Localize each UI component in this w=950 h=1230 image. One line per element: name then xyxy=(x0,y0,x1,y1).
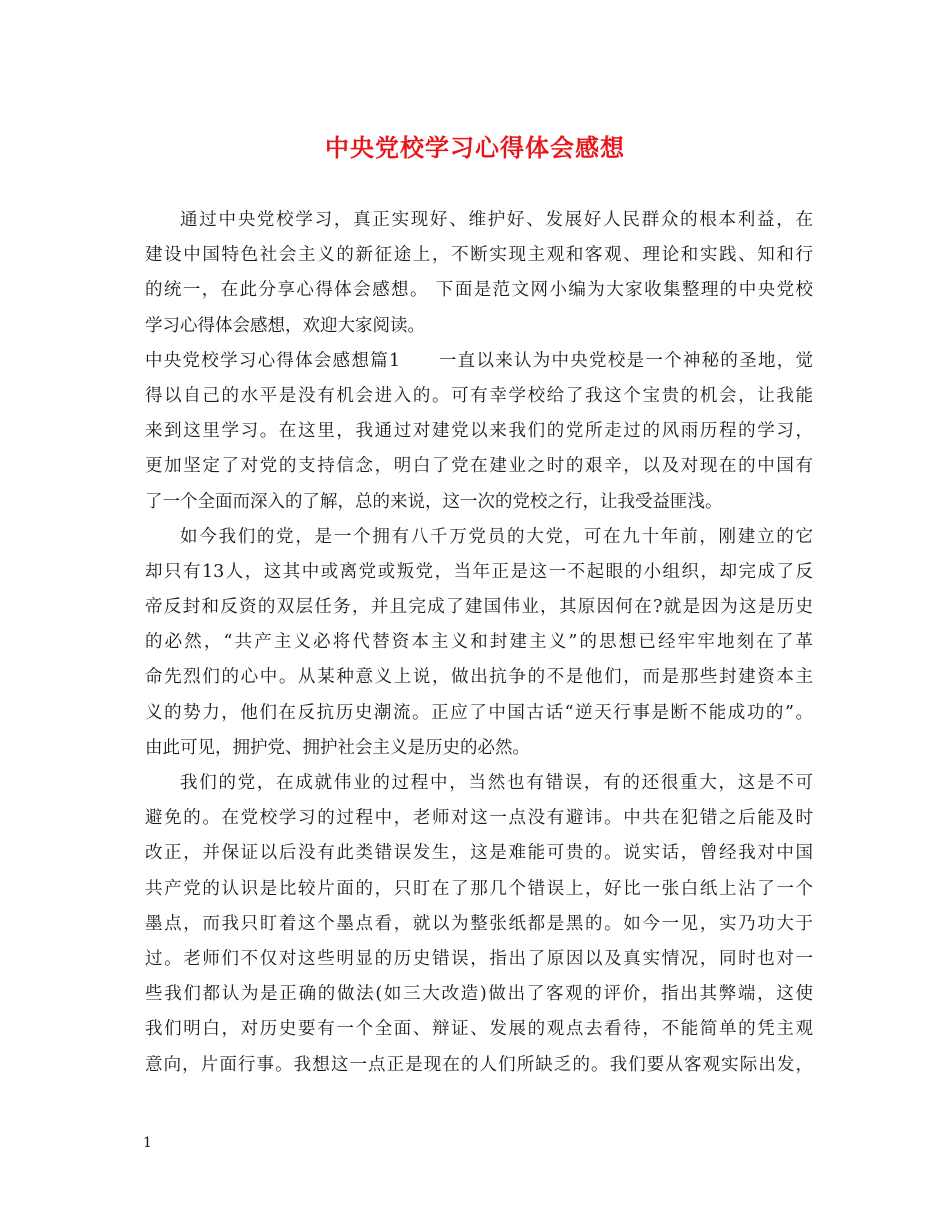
page-number: 1 xyxy=(143,1135,152,1151)
text-line: 如今我们的党，是一个拥有八千万党员的大党，可在九十年前，刚建立的它 xyxy=(180,526,813,547)
text-line: 共产党的认识是比较片面的，只盯在了那几个错误上，好比一张白纸上沾了一个 xyxy=(145,878,813,899)
text-line: 来到这里学习。在这里，我通过对建党以来我们的党所走过的风雨历程的学习， xyxy=(145,421,813,442)
text-line: 得以自己的水平是没有机会进入的。可有幸学校给了我这个宝贵的机会，让我能 xyxy=(145,385,813,406)
text-line: 了一个全面而深入的了解，总的来说，这一次的党校之行，让我受益匪浅。 xyxy=(145,491,723,512)
text-line: 却只有13人，这其中或离党或叛党，当年正是这一不起眼的小组织，却完成了反 xyxy=(145,561,813,582)
text-line: 改正，并保证以后没有此类错误发生，这是难能可贵的。说实话，曾经我对中国 xyxy=(145,843,813,864)
text-line: 意向，片面行事。我想这一点正是现在的人们所缺乏的。我们要从客观实际出发， xyxy=(145,1054,813,1075)
text-line: 命先烈们的心中。从某种意义上说，做出抗争的不是他们，而是那些封建资本主 xyxy=(145,667,813,688)
text-line: 的必然，“共产主义必将代替资本主义和封建主义”的思想已经牢牢地刻在了革 xyxy=(145,632,813,653)
text-line: 我们的党，在成就伟业的过程中，当然也有错误，有的还很重大，这是不可 xyxy=(180,773,813,793)
document-body xyxy=(145,203,813,1083)
text-line: 由此可见，拥护党、拥护社会主义是历史的必然。 xyxy=(145,737,530,758)
text-line: 通过中央党校学习，真正实现好、维护好、发展好人民群众的根本利益，在 xyxy=(180,210,813,230)
text-line: 过。老师们不仅对这些明显的历史错误，指出了原因以及真实情况，同时也对一 xyxy=(145,948,813,969)
text-line: 避免的。在党校学习的过程中，老师对这一点没有避讳。中共在犯错之后能及时 xyxy=(145,808,813,829)
text-line: 的统一，在此分享心得体会感想。 下面是范文网小编为大家收集整理的中央党校 xyxy=(145,280,813,301)
text-line: 些我们都认为是正确的做法(如三大改造)做出了客观的评价，指出其弊端，这使 xyxy=(145,984,813,1005)
text-line: 墨点，而我只盯着这个墨点看，就以为整张纸都是黑的。如今一见，实乃功大于 xyxy=(145,913,813,934)
text-line: 中央党校学习心得体会感想篇1 一直以来认为中央党校是一个神秘的圣地，觉 xyxy=(145,350,813,371)
text-line: 帝反封和反资的双层任务，并且完成了建国伟业，其原因何在?就是因为这是历史 xyxy=(145,597,813,618)
text-line: 建设中国特色社会主义的新征途上，不断实现主观和客观、理论和实践、知和行 xyxy=(145,245,813,266)
text-line: 我们明白，对历史要有一个全面、辩证、发展的观点去看待，不能简单的凭主观 xyxy=(145,1019,813,1040)
text-line: 义的势力，他们在反抗历史潮流。正应了中国古话“逆天行事是断不能成功的”。 xyxy=(145,702,813,723)
text-line: 更加坚定了对党的支持信念，明白了党在建业之时的艰辛，以及对现在的中国有 xyxy=(145,456,813,477)
text-line: 学习心得体会感想，欢迎大家阅读。 xyxy=(145,315,425,336)
document-title: 中央党校学习心得体会感想 xyxy=(325,133,625,162)
